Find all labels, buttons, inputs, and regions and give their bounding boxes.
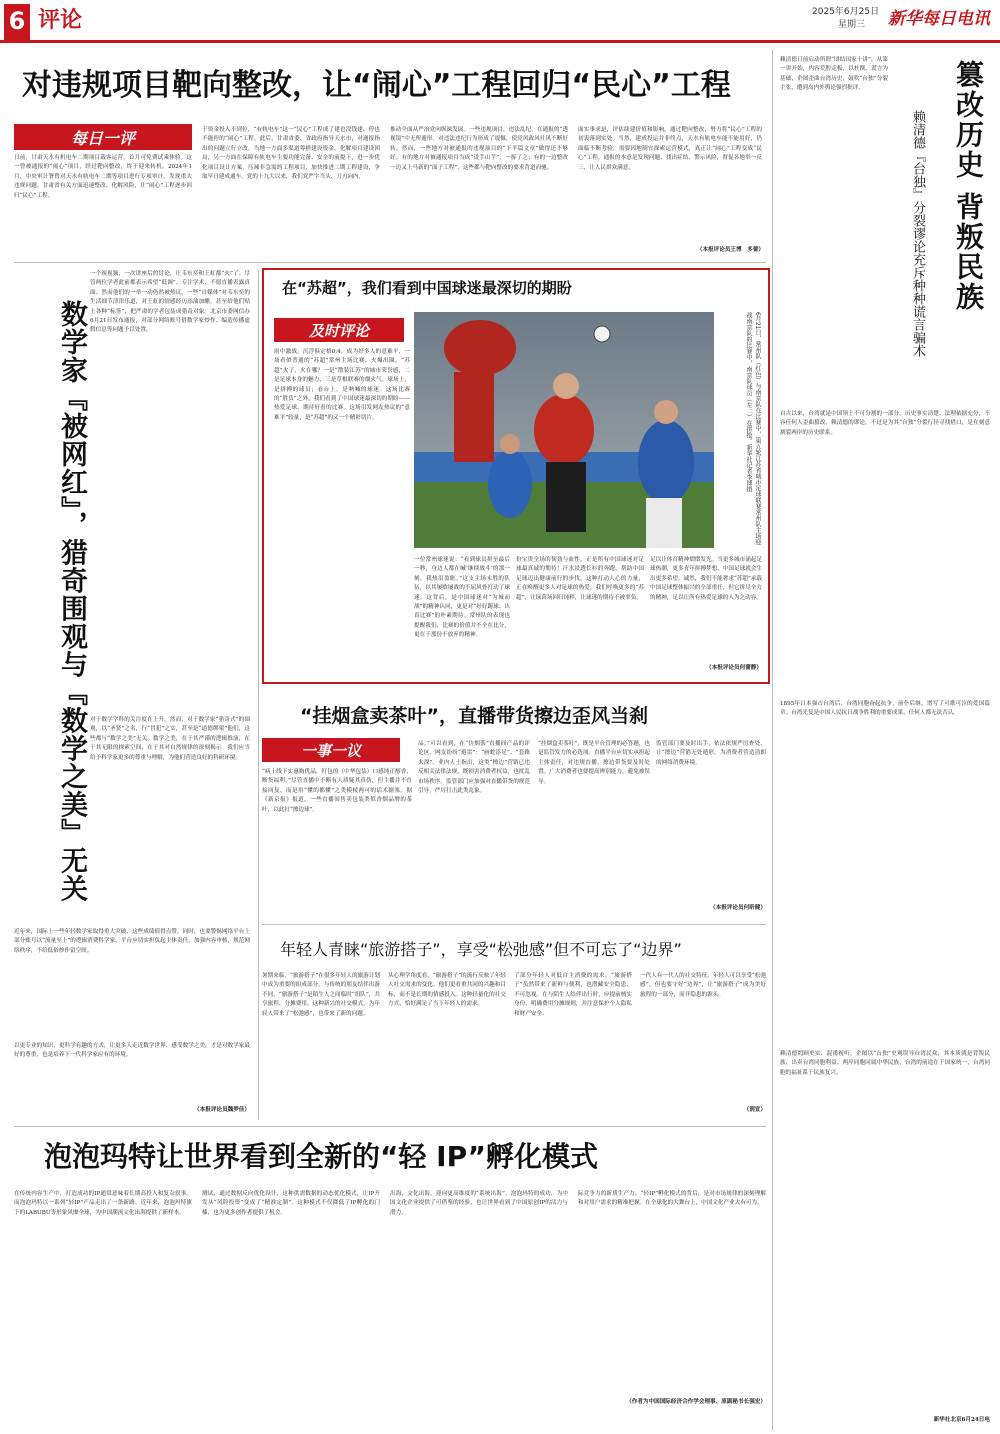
header-rule bbox=[0, 40, 1000, 43]
column-tag-a4 bbox=[262, 738, 400, 762]
headline-a6: 泡泡玛特让世界看到全新的“轻 IP”孵化模式 bbox=[44, 1140, 599, 1173]
article-a2-col3: 份宝贵全场的韧劲与血性，正是所有中国球迷对足球最真诚的期待！汗水浸透长衫的奔跑，帮助中国足球迈出健康前行的步伐。这种打动人心的力量，正在唤醒更多人对足球的热爱。我们呼唤更多的“苏超”，让绿茵场回归纯粹，让球迷的期待不被辜负。 bbox=[516, 557, 644, 601]
headline-a5: 年轻人青睐“旅游搭子”，享受“松弛感”但不可忘了“边界” bbox=[280, 940, 682, 959]
article-a5-col1: 暑期来临，“旅游搭子”在很多年轻人的旅游计划中成为重要的组成部分。与传统的朋友结伴出游不同，“旅游搭子”是陌生人之间临时“组队”，共享旅程、分摊费用。这种新兴的社交模式，为年轻人带来了“松弛感”，也带来了新的问题。 bbox=[262, 973, 380, 1017]
header-date: 2025年6月25日 bbox=[812, 7, 880, 17]
article-a3-col2: 对于数学学科的关注度在上升。然而，对于数学家“猎奇式”的围观，以“圣贤”之名，行“冒犯”之实，甚至是“道德绑架”他们，这些都与“数学之美”无关。数学之美，在于其严谨的逻辑推演，在于其无限的探索空间，在于其对自然规律的深刻揭示。我们应当给予科学家更多的尊重与理解，为他们营造良好的科研环境。 bbox=[90, 717, 250, 761]
article-a2-col4: 足以让体育精神熠熠发光。当更多城市涌起足球热潮，更多青年拼搏梦想，中国足球就会生出更多希望。诚然，我们不能奢求“苏超”承载中国足球整体振兴的全部重任，但它拼尽全力的精神，足以让所有热爱足球的人为之动容。 bbox=[650, 557, 762, 601]
column-tag-label: 一事一议 bbox=[300, 741, 361, 760]
article-a2-col1: 雨中激战，沉浮俱定格0:4，成为好多人的意难平，一场看似普通的“苏超”常州主场比赛，火爆出圈。“苏超”火了，火在哪？一是“散装江苏”的城市荣誉感，二是足球本身的魅力，三是草根联赛的烟火气。球场上，是拼搏的球员；看台上，是呐喊的球迷。这场比赛的“胜负”之外，我们看到了中国球迷最深切的期盼——热爱足球，期待好看的比赛。这场引发网友热议的“意难平”较量，是“苏超”的又一个精彩切片。 bbox=[274, 349, 410, 421]
article-a4-col4: 监管部门要及时出手，依法依规严厉查处，让“擦边”营销无处遁形，为消费者营造清朗的网络消费环境。 bbox=[656, 741, 766, 766]
article-a6-col4: 际竞争力的新质生产力。“轻IP”孵化模式的背后，是对市场规律的深刻理解和对用户需求的精准把握。在全球化的大舞台上，中国文化产业大有可为。 bbox=[578, 1191, 766, 1207]
column-tag-label: 及时评论 bbox=[308, 321, 369, 340]
byline-a2: （本报评论员何蕾静） bbox=[706, 665, 762, 671]
article-a5-col3: 了部分年轻人对低自主消费的需求。“旅游搭子”虽然带来了新鲜与便利，也潜藏安全隐患，不可忽视。在与陌生人结伴出行时，应提前核实身份、明确费用分摊规则，并注意保护个人隐私和财产安全。 bbox=[514, 973, 632, 1017]
divider bbox=[258, 270, 259, 1120]
column-tag-label: 每日一评 bbox=[70, 128, 135, 148]
photo-caption-a2: 6月21日，常州队（红色）与南京队在比赛中，第五轮江苏省城市足球联赛常州队主场迎战南京队的比赛中，南京队球员（左二）在拼抢。新华社记者李博摄 bbox=[745, 312, 761, 546]
article-a7-col3: 1895年日本强占台湾后，台湾同胞奋起抗争，前仆后继，谱写了可歌可泣的爱国篇章。台湾光复是中国人民抗日战争胜利的重要成果，任何人都无法否认。 bbox=[780, 701, 990, 717]
article-a1-col3: 推动全面从严治党向纵深发展。一些违规项目，违法乱纪，在通报的“透视镜”中无所遁形。对违法违纪行为形成了震慑，使党风政风社风不断好转。然而，一些地方对被通报的违规项目的“下半篇文章”做得还不够好。有的地方对被通报项目当成“烫手山芋”，一拆了之；有的一边整改一边又上马新的“面子工程”，这些都与靶向整改的要求背道而驰。 bbox=[390, 127, 568, 171]
article-a1-col4: 面实事求是，评估续建价值和影响，通过靶向整改，努力将“民心”工程的初衷落到实处。当然，建成投运并非终点，天水有轨电车能不能用好，仍面临不断考验，需要因地制宜探索运营模式，真正让“闹心”工程变成“民心”工程。通报的本意是发现问题、找出症结、警示风险，督促各地举一反三，让人民群众满意。 bbox=[578, 127, 762, 171]
article-a7-col4: 赖清德罔顾史实、混淆视听，企图以“台独”史观误导台湾民众，其本质就是背叛民族、出卖台湾同胞利益。两岸同胞同属中华民族，台湾的前途在于国家统一，台湾同胞的福祉系于民族复兴。 bbox=[780, 1051, 990, 1076]
article-a4-col3: “挂烟盒卖茶叶”，既是平台管理的必答题，也是监管发力的必选项。直播平台应切实承担起主体责任，对违规直播、擦边带货要及时处置。广大消费者也要提高辨别能力，避免被误导。 bbox=[538, 741, 650, 785]
byline-a1: （本报评论员王博 多蕾） bbox=[696, 247, 764, 253]
divider bbox=[14, 1126, 766, 1127]
byline-a7: 新华社北京6月24日电 bbox=[933, 1417, 990, 1423]
article-a5-col4: 一代人有一代人的社交特征。年轻人可以享受“松弛感”，但也要守好“边界”，让“旅游搭子”成为美好旅程的一部分，而非隐患的源头。 bbox=[640, 973, 766, 998]
subtitle-a7: 赖清德『台独』分裂谬论充斥种种谎言骗术 bbox=[910, 110, 925, 357]
page-number: 6 bbox=[8, 7, 26, 35]
article-a2-col2: 一位常州球迷说：“看到球员拼至最后一秒，身边人都在喊‘继续战斗’的那一刻，我热泪盈眶。”这支主场未胜的队伍，以其屡败屡战的不屈风骨打动了球迷。这背后，是中国球迷对“为城而战”的精神认同，更是对“好好踢球、认真比赛”的朴素期待。常州队的表现也提醒我们，比赛的价值并不全在比分，更在于那份不放弃的精神。 bbox=[414, 557, 510, 639]
headline-a3: 数学家『被网红』，猎奇围观与『数学之美』无关 bbox=[56, 300, 87, 903]
byline-a3: （本报评论员魏梦佳） bbox=[194, 1107, 250, 1113]
article-a7-col1: 赖清德日前启动所谓“团结国家十讲”，从第一讲开始，内容荒腔走板，以杜撰、谎言为基础，企图歪曲台湾历史，鼓吹“台独”分裂主张，遭到岛内外舆论强烈批评。 bbox=[780, 57, 888, 92]
divider bbox=[14, 262, 766, 263]
column-tag-a1 bbox=[14, 124, 192, 150]
article-a7-col2: 自古以来，台湾就是中国领土不可分割的一部分。历史事实清楚、法理依据充分，不容任何人歪曲篡改。赖清德的谬论，不过是为其“台独”分裂行径寻找借口，是在刻意割裂两岸的历史联系。 bbox=[780, 411, 990, 436]
divider bbox=[772, 50, 773, 1430]
byline-a4: （本报评论员何昕健） bbox=[710, 905, 766, 911]
section-title: 评论 bbox=[38, 8, 83, 33]
article-a6-col2: 测试，通过数据反向优化设计，这种供需数据的动态优化模式，让IP开发从“风险投资”变成了“精准定制”。这种模式不仅降低了IP孵化的门槛，也为更多创作者提供了机会。 bbox=[202, 1191, 380, 1216]
football-photo bbox=[414, 312, 714, 548]
headline-a4: “挂烟盒卖茶叶”，直播带货擦边歪风当刹 bbox=[300, 705, 648, 727]
byline-a6: （作者为中国国际经济合作学会理事、原副秘书长强宏） bbox=[626, 1399, 766, 1405]
byline-a5: （润宣） bbox=[743, 1107, 766, 1113]
football-match-image bbox=[414, 312, 714, 548]
article-a3-col1: 一个视视频，一次讲座后的讨论，让韦东奕和王虹都“火”了。尽管两位学者此前都表示希望“低调”、专注学术，不愿直播表露真面、然而他们的一举一动仍然被热议。一些“自媒体”对韦东奕的生活细节津津乐道，对王虹的情感经历添油加醋，甚至给他们贴上各种“标签”，把严肃的学者包装成猎奇对象。北京市委网信办6月21日发布通报，对部分网络账号借数学家炒作、编造传播虚假信息等问题予以处置。 bbox=[90, 271, 250, 334]
article-a4-col2: 品。”可以看到，在“仿烟茶”直播间产品的评论区，网友纷纷“避雷”：“画蛇添足”、“套路太深”。业内人士指出，这类“擦边”营销已违反相关法律法规，既损害消费者权益，也扰乱市场秩序。监管部门应加强对直播带货的规范引导，严厉打击此类乱象。 bbox=[418, 741, 530, 795]
headline-a2: 在“苏超”，我们看到中国球迷最深切的期盼 bbox=[282, 279, 572, 297]
article-a5-col2: 从心理学角度看，“旅游搭子”的流行反映了年轻人社交需求的变化。他们更看重共同的兴趣和目标，而不是长期的情感投入。这种轻量化的社交方式，恰好满足了当下年轻人的需求。 bbox=[388, 973, 506, 1008]
brand-logo: 新华每日电讯 bbox=[888, 9, 990, 29]
article-a4-col1: “病上线下实惠购优品，打包的（中华包装）口感纯正醇香，断货福利。”尽管直播中不断有人质疑其真伪，但主播并不直接回复，而是用“懂的都懂”之类模棱两可的话术搪塞。据《新京报》报道，一些直播间售卖包装类似香烟品牌的茶叶，以此打“擦边球”。 bbox=[262, 769, 412, 813]
divider bbox=[262, 924, 766, 925]
headline-a1: 对违规项目靶向整改，让“闹心”工程回归“民心”工程 bbox=[22, 68, 731, 103]
article-a6-col1: 在传统内容生产中，打造成功的IP通常意味着长期高投入和复杂叙事。而泡泡玛特以一系列“轻IP”产品走出了一条新路。近年来，泡泡玛特旗下的LABUBU等形象风靡全球，为中国潮流文化出海提供了新样本。 bbox=[14, 1191, 192, 1216]
article-a1-col1: 日前，甘肃天水有机电车二期项目载客运营，首月可免费试乘体验。这一曾被通报的“闹心”项目，经过靶向整改，终于迎来转机。2024年1月，中央审计署曾对天水有轨电车二期等项目进行专项审计，发现重大违规问题。甘肃省有关方面迅速整改、化解风险，让“闹心”工程逐步回归“民心”工程。 bbox=[14, 155, 192, 199]
headline-a7: 篡改历史 背叛民族 bbox=[952, 60, 985, 312]
column-tag-a2 bbox=[274, 318, 404, 342]
article-a1-col2: 于资金投入不到位，“有轨电车”这一“民心”工程成了建也没钱建、停也不能停的“闹心”工程。此后，甘肃省委、省政府指导天水市，对通报指出的问题立行立改。当地一方面多渠道筹措建设资金，化解项目建设困局，另一方面在保障有轨电车主要功能完备、安全的前提下，进一步优化项目设计方案，压减非急需的工程项目，加快推进二期工程建设，争取早日建成通车。党的十九大以来，我们党严字当头、刀刃向内， bbox=[202, 127, 380, 181]
article-a6-col3: 出海，文化出海，迎向更高维度的“系统出海”。泡泡玛特的成功，为中国文化企业提供了可借鉴的经验，也让世界看到了中国原创IP的活力与潜力。 bbox=[390, 1191, 568, 1216]
page-header bbox=[0, 0, 1000, 42]
article-a3-col3: 近年来，国际上一些年轻数学家取得重大突破，这些成绩值得点赞。同时，也要警惕网络平台上部分账号以“流量至上”的逻辑消费科学家。平台应切实担负起主体责任，加强内容审核，规范网络秩序，不给低俗炒作留空间。 bbox=[14, 929, 250, 954]
header-weekday: 星期三 bbox=[838, 20, 866, 30]
article-a3-col4: 以更专业的知识、更科学有趣的方式，让更多人走近数学世界、感受数学之美，才是对数学家最好的尊重，也是培养下一代科学家应有的环境。 bbox=[14, 1043, 250, 1059]
